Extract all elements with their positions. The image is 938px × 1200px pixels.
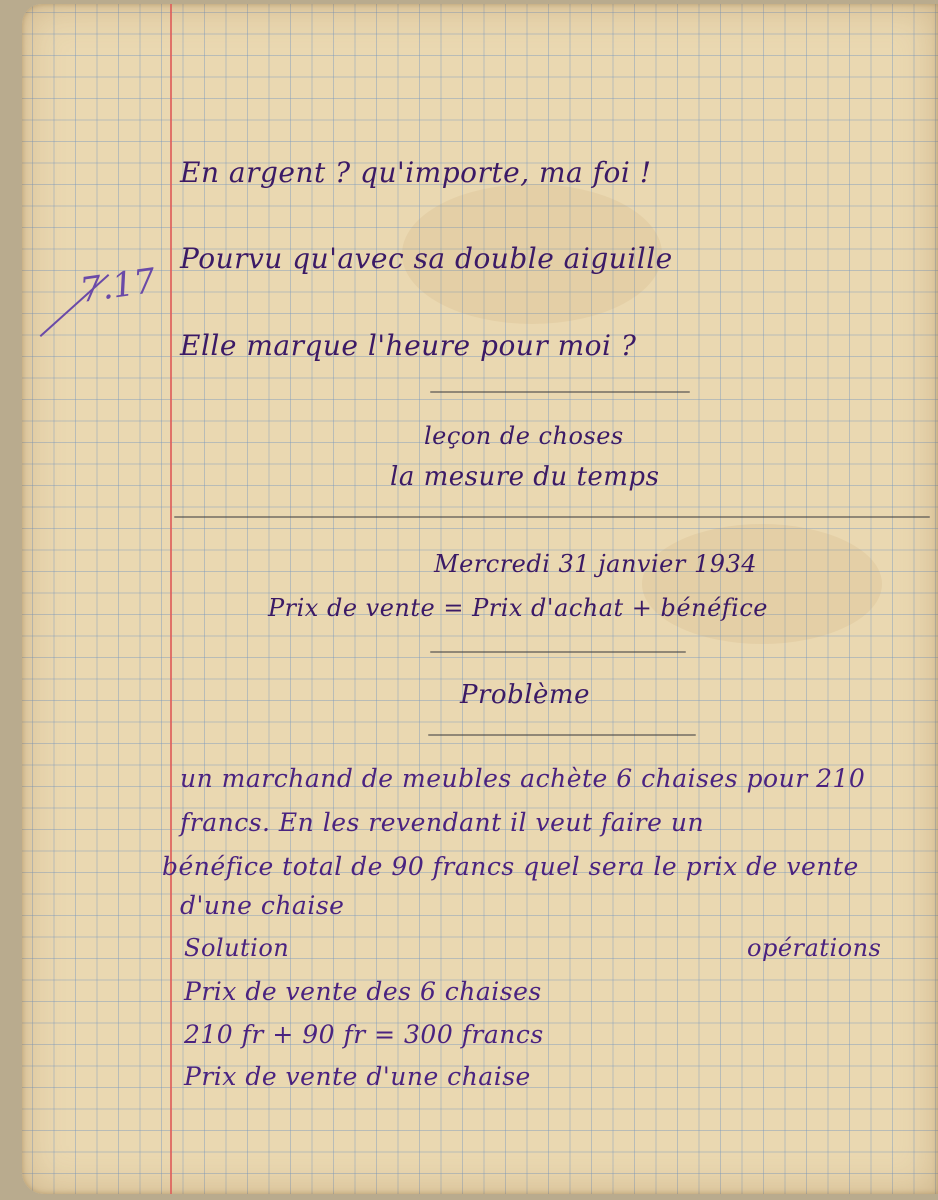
poem-line-1: En argent ? qu'importe, ma foi ! xyxy=(180,156,652,189)
solution-label: Solution xyxy=(184,934,290,962)
problem-line-3: bénéfice total de 90 francs quel sera le prix de vente xyxy=(162,852,859,881)
lesson-subject: la mesure du temps xyxy=(390,462,660,492)
grade-mark: 7.17 xyxy=(77,260,159,312)
divider-rule xyxy=(430,651,686,653)
divider-rule xyxy=(430,391,690,393)
poem-line-3: Elle marque l'heure pour moi ? xyxy=(180,329,637,362)
section-divider xyxy=(174,516,930,518)
margin-line xyxy=(170,4,172,1194)
poem-line-2: Pourvu qu'avec sa double aiguille xyxy=(180,242,673,275)
divider-rule xyxy=(428,734,696,736)
lesson-heading: leçon de choses xyxy=(424,422,624,450)
solution-line-3: Prix de vente d'une chaise xyxy=(184,1062,531,1091)
operations-label: opérations xyxy=(747,934,882,962)
problem-line-1: un marchand de meubles achète 6 chaises pour 210 xyxy=(180,764,866,793)
problem-line-4: d'une chaise xyxy=(180,891,345,920)
paper-stain xyxy=(642,524,882,644)
solution-line-1: Prix de vente des 6 chaises xyxy=(184,977,542,1006)
formula-line: Prix de vente = Prix d'achat + bénéfice xyxy=(268,594,768,622)
notebook-page xyxy=(22,4,938,1194)
problem-line-2: francs. En les revendant il veut faire un xyxy=(180,808,705,837)
date-line: Mercredi 31 janvier 1934 xyxy=(434,550,758,578)
solution-line-2: 210 fr + 90 fr = 300 francs xyxy=(184,1020,544,1049)
problem-title: Problème xyxy=(460,680,590,710)
